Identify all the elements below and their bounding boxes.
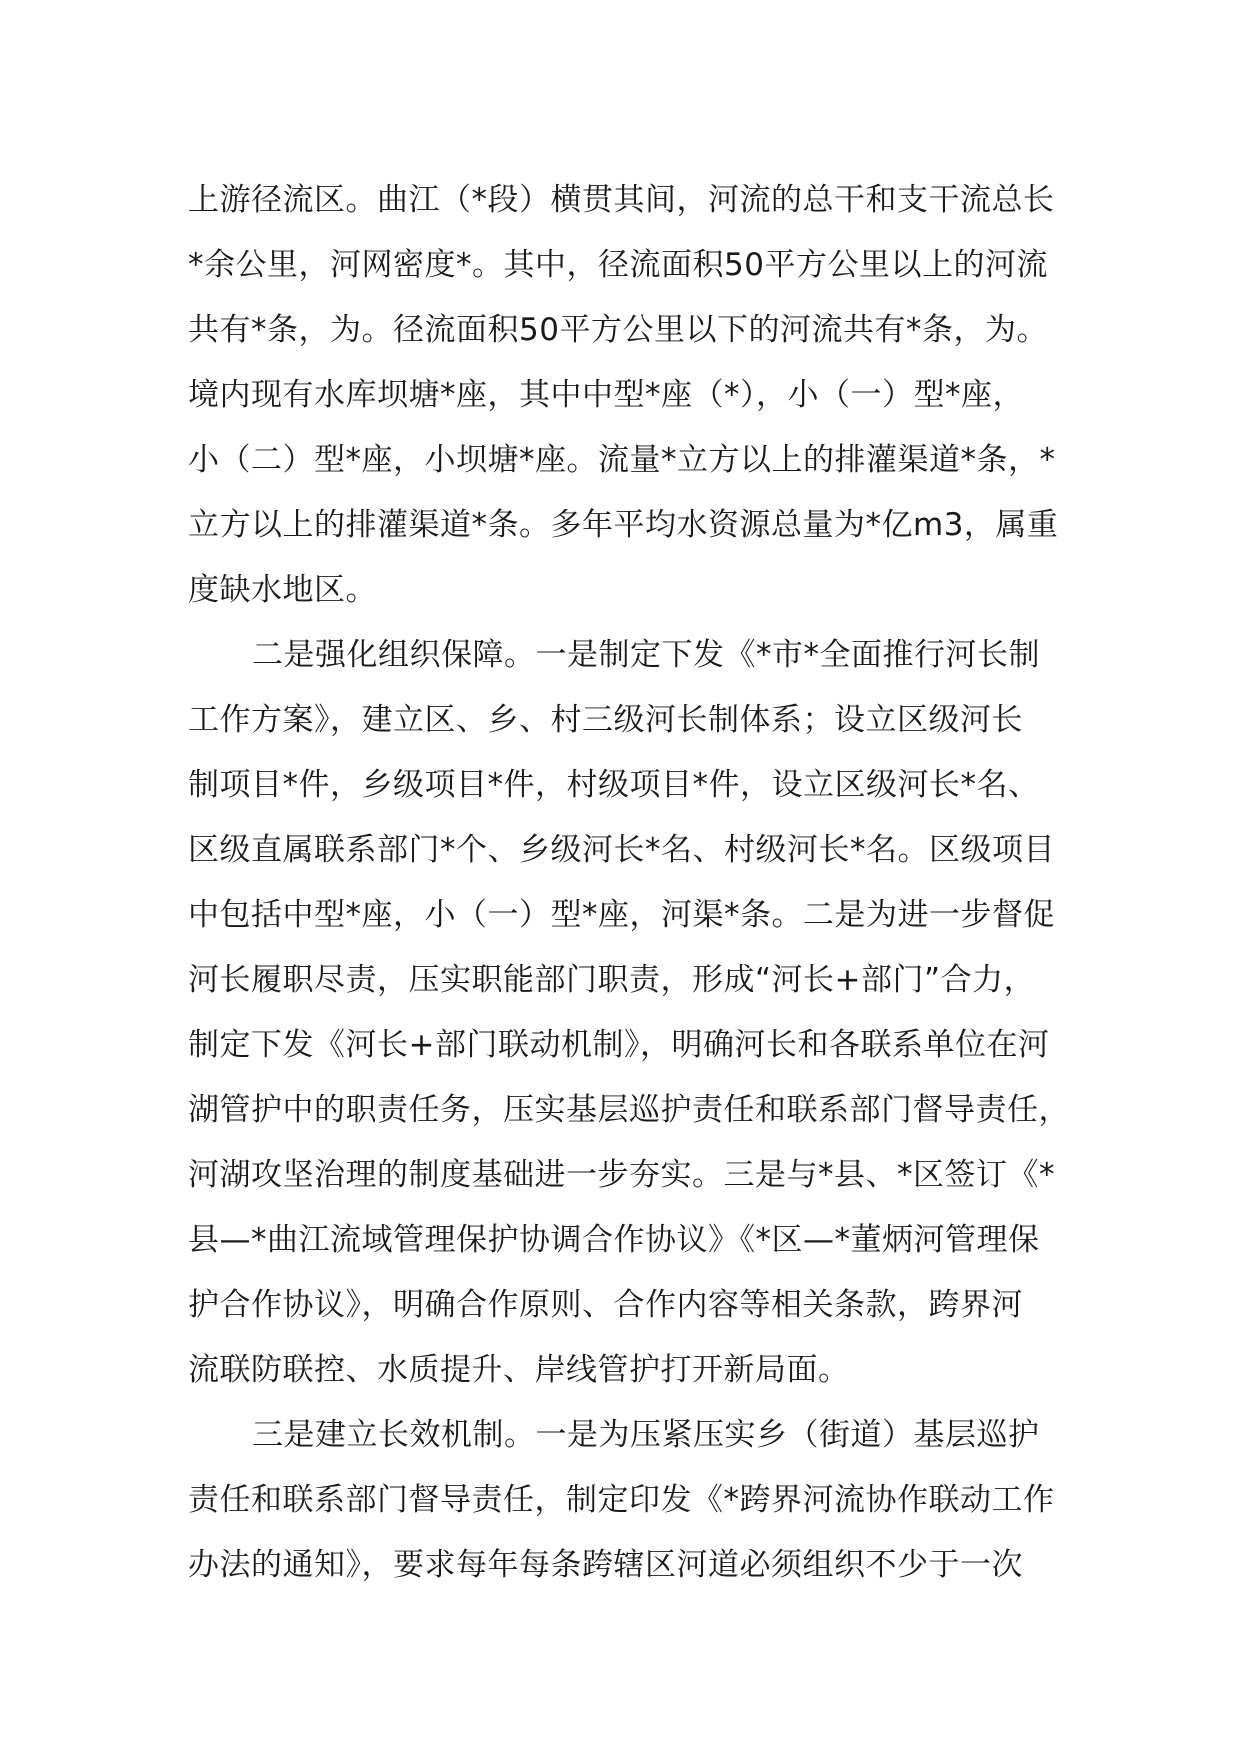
text-line: 立方以上的排灌渠道*条。多年平均水资源总量为*亿m3，属重 xyxy=(188,507,1059,543)
text-line: 小（二）型*座，小坝塘*座。流量*立方以上的排灌渠道*条，* xyxy=(188,442,1056,478)
paragraph-start-line: 三是建立长效机制。一是为压紧压实乡（街道）基层巡护 xyxy=(252,1417,1040,1453)
text-line: 度缺水地区。 xyxy=(188,572,377,608)
text-line: 中包括中型*座，小（一）型*座，河渠*条。二是为进一步督促 xyxy=(188,897,1055,933)
text-line: 工作方案》，建立区、乡、村三级河长制体系；设立区级河长 xyxy=(188,702,1023,738)
body-text xyxy=(188,168,1088,1598)
text-line: 制项目*件，乡级项目*件，村级项目*件，设立区级河长*名、 xyxy=(188,767,1040,803)
text-line: 上游径流区。曲江（*段）横贯其间，河流的总干和支干流总长 xyxy=(188,182,1055,218)
text-line: 区级直属联系部门*个、乡级河长*名、村级河长*名。区级项目 xyxy=(188,832,1055,868)
text-line: 湖管护中的职责任务，压实基层巡护责任和联系部门督导责任， xyxy=(188,1092,1070,1128)
text-line: 县—*曲江流域管理保护协调合作协议》《*区—*董炳河管理保 xyxy=(188,1222,1040,1258)
text-line: 河湖攻坚治理的制度基础进一步夯实。三是与*县、*区签订《* xyxy=(188,1157,1055,1193)
text-line: 境内现有水库坝塘*座，其中中型*座（*），小（一）型*座， xyxy=(188,377,1024,413)
text-line: 河长履职尽责，压实职能部门职责，形成“河长+部门”合力， xyxy=(188,962,1036,998)
text-line: 流联防联控、水质提升、岸线管护打开新局面。 xyxy=(188,1352,850,1388)
text-line: 护合作协议》，明确合作原则、合作内容等相关条款，跨界河 xyxy=(188,1287,1023,1323)
text-line: 责任和联系部门督导责任，制定印发《*跨界河流协作联动工作 xyxy=(188,1482,1055,1518)
text-line: 制定下发《河长+部门联动机制》，明确河长和各联系单位在河 xyxy=(188,1027,1050,1063)
text-line: *余公里，河网密度*。其中，径流面积50平方公里以上的河流 xyxy=(188,247,1048,283)
paragraph-start-line: 二是强化组织保障。一是制定下发《*市*全面推行河长制 xyxy=(252,637,1040,673)
text-line: 共有*条，为。径流面积50平方公里以下的河流共有*条，为。 xyxy=(188,312,1048,348)
text-line: 办法的通知》，要求每年每条跨辖区河道必须组织不少于一次 xyxy=(188,1547,1023,1583)
